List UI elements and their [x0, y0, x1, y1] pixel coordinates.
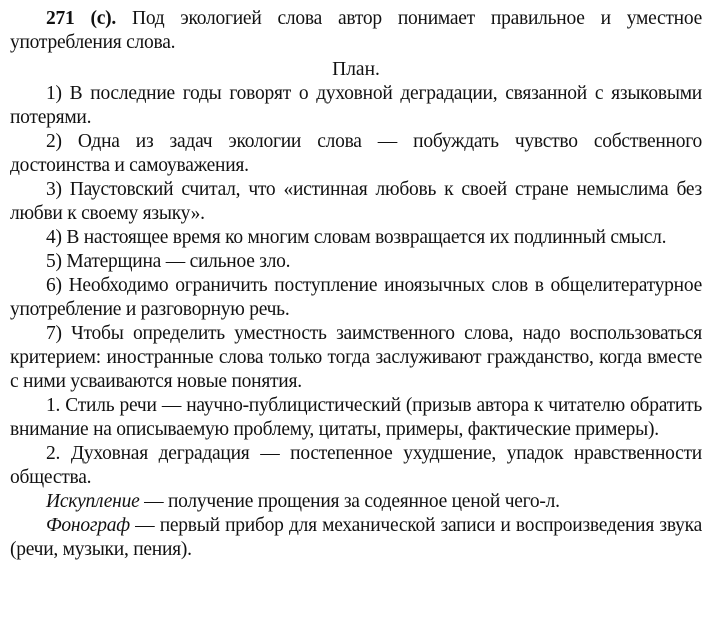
definition-term: Фонограф: [46, 515, 130, 536]
definition-paragraph: [10, 490, 702, 514]
definition-text: — первый прибор для механической записи и воспроизведения звука (речи, музыки, пения).: [10, 515, 702, 560]
plan-title: План.: [332, 59, 380, 80]
plan-item: 2) Одна из задач экологии слова — побуждать чувство собственного достоинства и самоуважения.: [10, 131, 702, 176]
plan-item: 3) Паустовский считал, что «истинная любовь к своей стране немыслима без любви к своему языку».: [10, 179, 702, 224]
exercise-intro-text: Под экологией слова автор понимает правильное и уместное употребления слова.: [10, 8, 702, 53]
definition-text: — получение прощения за содеянное ценой чего-л.: [139, 491, 560, 512]
exercise-intro: [10, 7, 702, 55]
plan-item: 7) Чтобы определить уместность заимственного слова, надо воспользоваться критерием: иностранные слова только тогда заслуживают гражданство, когда вместе с ними усваиваются новые понятия.: [10, 323, 702, 392]
plan-item: 6) Необходимо ограничить поступление иноязычных слов в общелитературное употребление и разговорную речь.: [10, 275, 702, 320]
definition-term: Искупление: [46, 491, 140, 512]
plan-item: 1) В последние годы говорят о духовной деградации, связанной с языковыми потерями.: [10, 83, 702, 128]
answer-paragraph: 2. Духовная деградация — постепенное ухудшение, упадок нравственности общества.: [10, 443, 702, 488]
plan-item: 5) Матерщина — сильное зло.: [46, 251, 291, 272]
answer-paragraph: 1. Стиль речи — научно-публицистический (призыв автора к читателю обратить внимание на описываемую проблему, цитаты, примеры, фактические примеры).: [10, 395, 702, 440]
plan-item: 4) В настоящее время ко многим словам возвращается их подлинный смысл.: [46, 227, 667, 248]
exercise-number: 271 (с).: [46, 8, 116, 29]
definition-paragraph: [10, 514, 702, 562]
